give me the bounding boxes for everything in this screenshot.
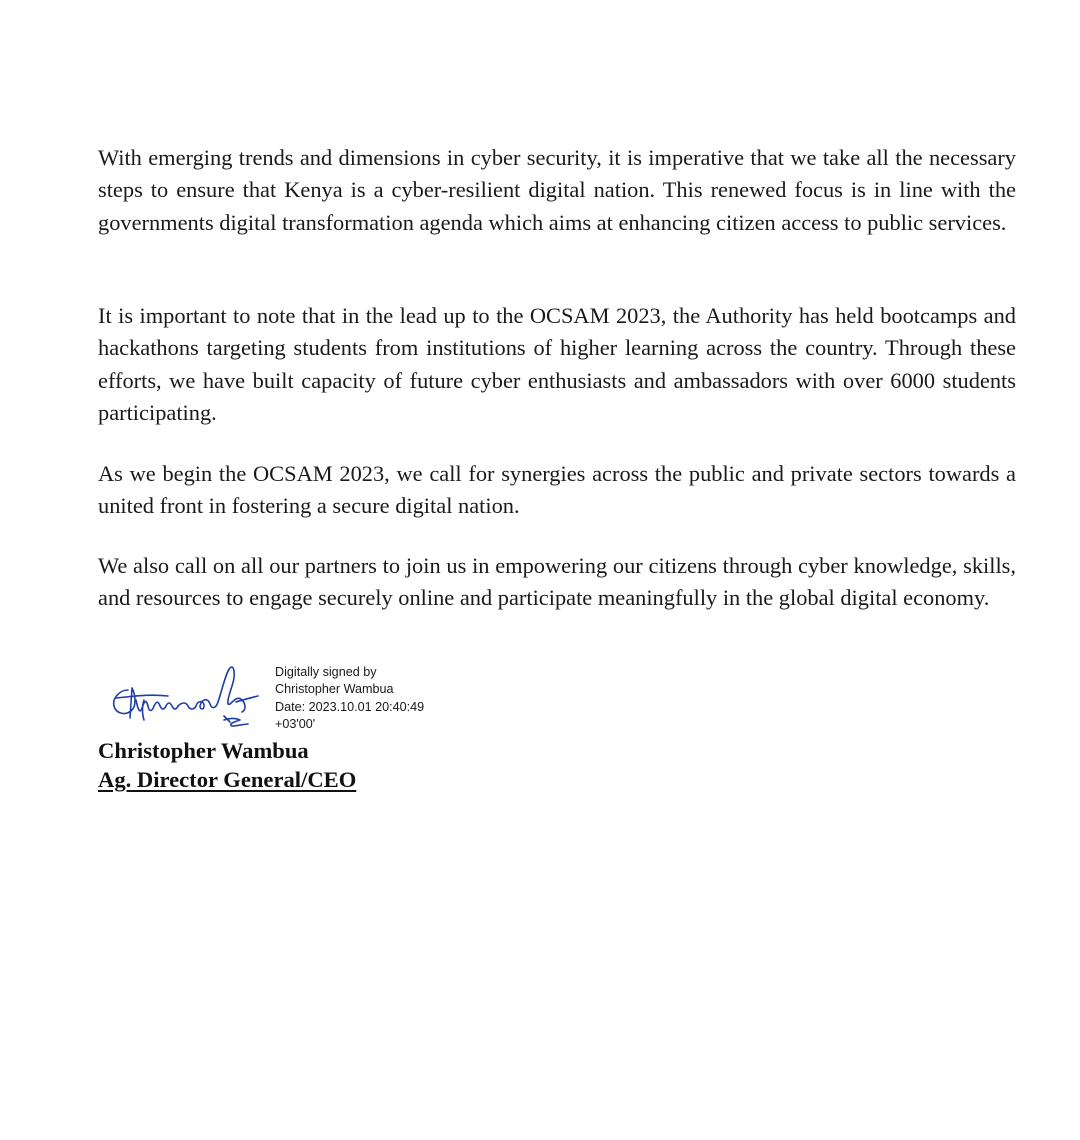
- stamp-line-4: +03'00': [275, 716, 316, 731]
- signer-name: Christopher Wambua: [98, 738, 309, 763]
- signer-title: Ag. Director General/CEO: [98, 767, 357, 792]
- stamp-line-1: Digitally signed by: [275, 665, 377, 679]
- paragraph-synergies: As we begin the OCSAM 2023, we call for synergies across the public and private sectors towards a united front in fostering a secure digital nation.: [98, 461, 1016, 519]
- digital-signature-stamp: [275, 664, 424, 733]
- handwritten-signature: [106, 660, 266, 736]
- paragraph-bootcamps: It is important to note that in the lead up to the OCSAM 2023, the Authority has held bootcamps and hackathons targeting students from institutions of higher learning across the country. Through these efforts, we have built capacity of future cyber enthusiasts and ambassadors with over 6000 students participating.: [98, 303, 1016, 425]
- paragraph-cyber-resilience: With emerging trends and dimensions in cyber security, it is imperative that we take all the necessary steps to ensure that Kenya is a cyber-resilient digital nation. This renewed focus is in line with the governments digital transformation agenda which aims at enhancing citizen access to public services.: [98, 145, 1016, 235]
- stamp-line-3: Date: 2023.10.01 20:40:49: [275, 699, 425, 714]
- paragraph-partners: We also call on all our partners to join us in empowering our citizens through cyber knowledge, skills, and resources to engage securely online and participate meaningfully in the global digital economy.: [98, 553, 1016, 611]
- stamp-line-2: Christopher Wambua: [275, 682, 394, 697]
